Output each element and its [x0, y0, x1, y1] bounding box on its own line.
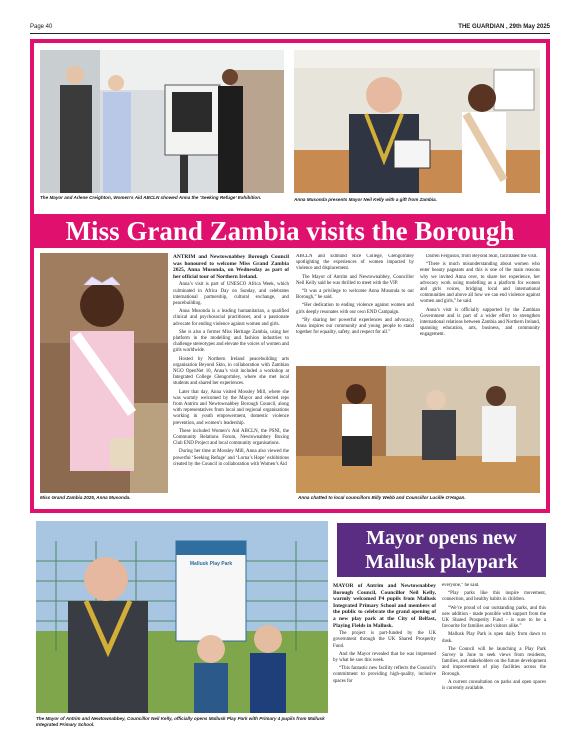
article2-lead: MAYOR of Antrim and Newtownabbey Borough Council, Councillor Neil Kelly, warmly welcomed P4 pupils from Mallusk Integrated Primary School and members of the public to celebrate the grand opening of a new play park at the City of Belfast, Playing Fields in Mallusk.	[333, 583, 436, 629]
headline-miss-grand-zambia: Miss Grand Zambia visits the Borough	[34, 214, 546, 248]
photo-councillors	[296, 366, 540, 493]
article1-column-3	[420, 254, 540, 362]
caption-councillors: Anna chatted to local councillors Billy Webb and Councillor Lucille O’Hagan.	[298, 495, 466, 500]
article2-paragraph: “This fantastic new facility reflects the Council’s commitment to providing high-quality, inclusive spaces for	[333, 666, 436, 684]
article1-column-1	[173, 254, 289, 501]
page-number: Page 40	[30, 24, 53, 30]
article1-paragraph: “It was a privilege to welcome Anna Musonda to our Borough,” he said.	[296, 289, 414, 301]
photo-portrait	[40, 253, 168, 493]
article1-paragraph: “There is much misunderstanding about women who enter beauty pageants and this is one of the main reasons why we invited Anna over, to share her experience, her advocacy work using modelling as a platform for women and girls voices, bridging local and international communities and above all how we can end violence against women and girls,” he said.	[420, 262, 540, 305]
caption-gift: Anna Musonda presents Mayor Neil Kelly with a gift from Zambia.	[294, 197, 437, 202]
article1-paragraph: She is also a former Miss Heritage Zambia, using her platform in the modelling and fashion industries to challenge stereotypes and elevate the voices of women and girls worldwide.	[173, 329, 289, 354]
article1-lead: ANTRIM and Newtownabbey Borough Council was honoured to welcome Miss Grand Zambia 2025, Anna Musonda, on Wednesday as part of her official tour of Northern Ireland.	[173, 254, 289, 280]
article2-paragraph: everyone,” he said.	[442, 583, 480, 588]
article1-paragraph: The Mayor of Antrim and Newtownabbey, Councillor Neil Kelly said he was thrilled to meet with the VIP.	[296, 274, 414, 286]
headline-mallusk-playpark: Mayor opens new Mallusk playpark	[337, 523, 546, 577]
photo-playpark	[36, 521, 328, 713]
article2-paragraph: The Council will be launching a Play Park Survey in June to seek views from residents, families, and stakeholders on the future development and improvement of play facilities across the Borough.	[442, 646, 546, 677]
article1-paragraph: ABCLN and Edmund Rice College, Glengormley spotlighting the experiences of women impacted by violence and displacement.	[296, 254, 414, 272]
article2-paragraph: A current consultation on parks and open spaces is currently available.	[442, 679, 546, 692]
caption-exhibition: The Mayor and Arlene Creighton, Women’s Aid ABCLN showed Anna the ‘Seeking Refuge’ Exhibition.	[40, 195, 262, 200]
article2-paragraph: And the Mayor revealed that he was impressed by what he saw this week.	[333, 651, 436, 663]
article1-paragraph: During her time at Mossley Mill, Anna also viewed the powerful ‘Seeking Refuge’ and ‘Lorna’s Hope’ exhibitions created by the Council in collaboration with Women’s Aid	[173, 449, 289, 467]
article1-paragraph: “Her dedication to ending violence against women and girls deeply resonates with our own END Campaign.	[296, 303, 414, 315]
article2-column-2	[442, 583, 546, 733]
playpark-sign-text: Mallusk Play Park	[189, 561, 233, 567]
article1-paragraph: Darren Ferguson, from Beyond Skin, facilitated the visit.	[426, 254, 538, 259]
article1-paragraph: Hosted by Northern Ireland peacebuilding arts organisation Beyond Skin, in collaboration with Zambian NGO OpenNet 10, Anna’s visit included a workshop at Integrated College Glengormley, where she met local students and shared her experiences.	[173, 356, 289, 387]
photo-exhibition	[40, 50, 284, 193]
article1-paragraph: Anna’s visit is part of UNESCO Africa Week, which culminated in Africa Day on Sunday, and celebrates international partnership, cultural exchange, and peacebuilding.	[173, 282, 289, 306]
photo-gift	[294, 50, 540, 193]
article1-paragraph: Later that day, Anna visited Mossley Mill, where she was warmly welcomed by the Mayor and elected reps from Antrim and Newtownabbey Borough Council, along with representatives from local and regional organisations working in youth empowerment, domestic violence prevention, and women’s leadership.	[173, 389, 289, 426]
article1-paragraph: These included Women’s Aid ABCLN, the PSNI, the Community Relations Forum, Newtownabbey Boxing Club END Project and local community organisations.	[173, 428, 289, 447]
article2-paragraph: “We’re proud of our outstanding parks, and this new addition - made possible with support from the UK Shared Prosperity Fund - is sure to be a favourite for families and visitors alike.”	[442, 605, 546, 630]
article2-paragraph: The project is part-funded by the UK government through the UK Shared Prosperity Fund.	[333, 631, 436, 649]
article2-paragraph: “Play parks like this inspire movement, connection, and healthy habits in children.	[442, 591, 546, 603]
article1-column-2	[296, 254, 414, 362]
header-rule	[30, 33, 550, 34]
article2-column-1	[333, 583, 436, 733]
caption-playpark: The Mayor of Antrim and Newtownabbey, Councillor Neil Kelly, officially opens Mallusk Play Park with Primary 4 pupils from Mallusk Integrated Primary School.	[36, 716, 325, 727]
publication-dateline: THE GUARDIAN , 29th May 2025	[458, 24, 550, 30]
caption-portrait: Miss Grand Zambia 2025, Anna Musonda.	[40, 495, 131, 500]
article2-paragraph: Mallusk Play Park is open daily from dawn to dusk.	[442, 632, 546, 644]
article1-paragraph: “By sharing her powerful experiences and advocacy, Anna inspires our community and young people to stand together for equality, safety, and respect for all.”	[296, 317, 414, 336]
article1-paragraph: Anna Musonda is a leading humanitarian, a qualified clinical and psychosocial practitioner, and a passionate advocate for ending violence against women and girls.	[173, 309, 289, 327]
article1-paragraph: Anna’s visit is officially supported by the Zambian Government and is part of a wider effort to strengthen international relations between Zambia and Northern Ireland, spanning education, arts, business, and community engagement.	[420, 307, 540, 338]
